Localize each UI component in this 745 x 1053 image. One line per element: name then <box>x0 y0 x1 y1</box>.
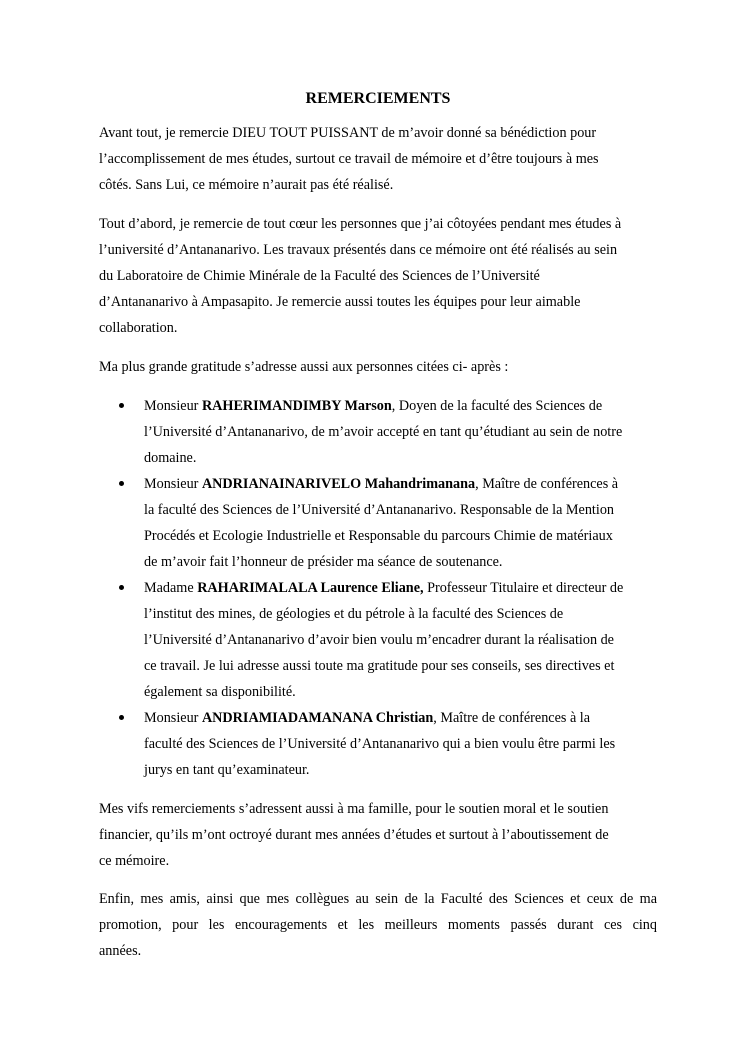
person-name: RAHERIMANDIMBY Marson <box>201 398 392 414</box>
bullet-icon <box>119 403 124 408</box>
paragraph-friends <box>99 886 657 964</box>
paragraph-line: d’Antananarivo à Ampasapito. Je remercie aussi toutes les équipes pour leur aimable <box>99 294 581 310</box>
list-item-text: jurys en tant qu’examinateur. <box>144 762 310 778</box>
paragraph-line: Avant tout, je remercie DIEU TOUT PUISSANT de m’avoir donné sa bénédiction pour <box>99 125 597 141</box>
list-item-text: l’institut des mines, de géologies et du pétrole à la faculté des Sciences de <box>144 606 564 622</box>
list-item-text: l’Université d’Antananarivo d’avoir bien voulu m’encadrer durant la réalisation de <box>144 632 614 648</box>
honorific: Monsieur <box>144 398 202 414</box>
paragraph-line: promotion, pour les encouragements et les meilleurs moments passés durant ces cinq <box>99 917 657 933</box>
paragraph-gratitude-intro <box>99 354 657 380</box>
paragraph-line: Enfin, mes amis, ainsi que mes collègues au sein de la Faculté des Sciences et ceux de ma <box>99 891 657 907</box>
list-item-text: faculté des Sciences de l’Université d’Antananarivo qui a bien voulu être parmi les <box>144 736 616 752</box>
paragraph-line: ce mémoire. <box>99 853 170 869</box>
paragraph-line: l’accomplissement de mes études, surtout ce travail de mémoire et d’être toujours à mes <box>99 151 599 167</box>
list-item-first-line <box>144 575 657 601</box>
list-item <box>99 705 657 783</box>
list-item <box>99 471 657 575</box>
list-item-text: Professeur Titulaire et directeur de <box>423 580 624 596</box>
list-item-text: ce travail. Je lui adresse aussi toute ma gratitude pour ses conseils, ses directives et <box>144 658 615 674</box>
person-name: RAHARIMALALA Laurence Eliane, <box>197 580 424 596</box>
paragraph-line: côtés. Sans Lui, ce mémoire n’aurait pas été réalisé. <box>99 177 394 193</box>
paragraph-line: l’université d’Antananarivo. Les travaux présentés dans ce mémoire ont été réalisés au sein <box>99 242 618 258</box>
page-title: REMERCIEMENTS <box>305 90 451 107</box>
list-item-text: la faculté des Sciences de l’Université d’Antananarivo. Responsable de la Mention <box>144 502 615 518</box>
list-item-text: Procédés et Ecologie Industrielle et Responsable du parcours Chimie de matériaux <box>144 528 613 544</box>
list-item-text: , Doyen de la faculté des Sciences de <box>391 398 603 414</box>
person-name: ANDRIAMIADAMANANA Christian <box>201 710 434 726</box>
paragraph-line: Ma plus grande gratitude s’adresse aussi aux personnes citées ci- après : <box>99 359 509 375</box>
honorific: Monsieur <box>144 476 202 492</box>
list-item <box>99 575 657 705</box>
honorific: Monsieur <box>144 710 202 726</box>
list-item-first-line <box>144 471 657 497</box>
list-item-text: également sa disponibilité. <box>144 684 296 700</box>
honorific: Madame <box>144 580 198 596</box>
person-name: ANDRIANAINARIVELO Mahandrimanana <box>201 476 476 492</box>
list-item-first-line <box>144 705 657 731</box>
list-item-text: de m’avoir fait l’honneur de présider ma séance de soutenance. <box>144 554 503 570</box>
list-item-text: , Maître de conférences à <box>475 476 619 492</box>
paragraph-line: financier, qu’ils m’ont octroyé durant mes années d’études et surtout à l’aboutissement de <box>99 827 609 843</box>
bullet-icon <box>119 585 124 590</box>
list-item-text: , Maître de conférences à la <box>433 710 591 726</box>
paragraph-intro <box>99 120 657 198</box>
paragraph-line: Mes vifs remerciements s’adressent aussi à ma famille, pour le soutien moral et le soutien <box>99 801 609 817</box>
list-item-first-line <box>144 393 657 419</box>
acknowledgement-list <box>99 393 657 783</box>
paragraph-thanks-university <box>99 211 657 341</box>
list-item-text: l’Université d’Antananarivo, de m’avoir accepté en tant qu’étudiant au sein de notre <box>144 424 623 440</box>
bullet-icon <box>119 715 124 720</box>
paragraph-line: du Laboratoire de Chimie Minérale de la Faculté des Sciences de l’Université <box>99 268 540 284</box>
paragraph-family <box>99 796 657 874</box>
list-item <box>99 393 657 471</box>
paragraph-line: Tout d’abord, je remercie de tout cœur les personnes que j’ai côtoyées pendant mes études à <box>99 216 622 232</box>
paragraph-line: collaboration. <box>99 320 178 336</box>
bullet-icon <box>119 481 124 486</box>
paragraph-line: années. <box>99 943 142 959</box>
list-item-text: domaine. <box>144 450 197 466</box>
